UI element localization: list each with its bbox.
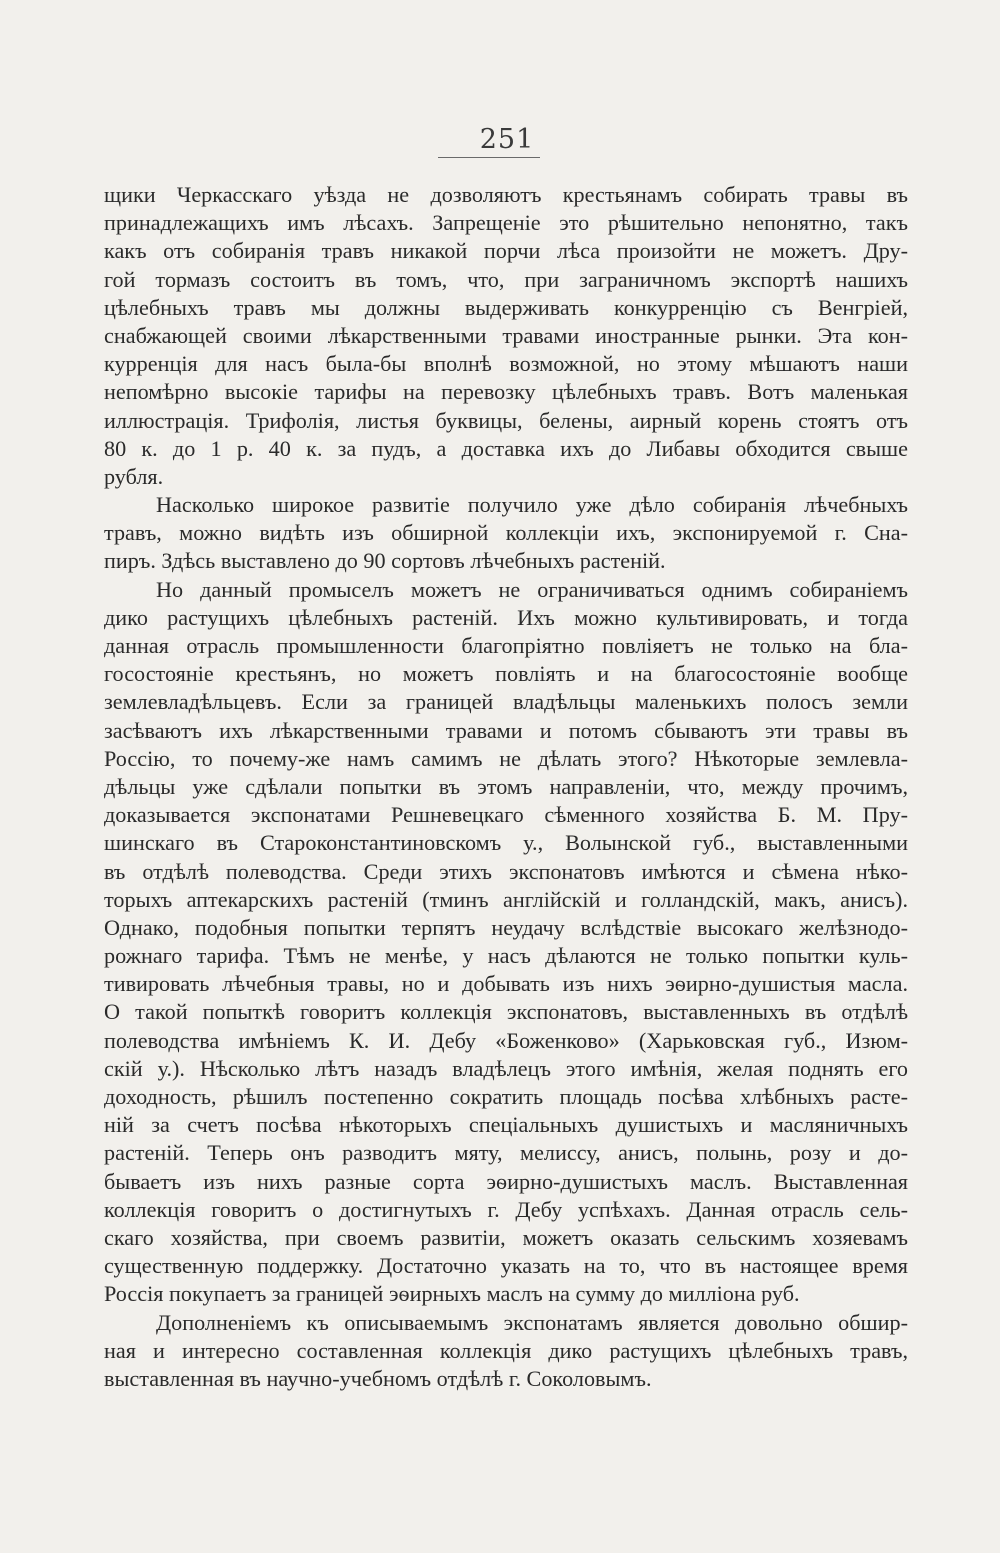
text-line: курренція для насъ была-бы вполнѣ возможной, но этому мѣшаютъ наши	[104, 351, 908, 377]
text-line: существенную поддержку. Достаточно указать на то, что въ настоящее время	[104, 1253, 908, 1279]
text-line: Однако, подобныя попытки терпятъ неудачу вслѣдствіе высокаго желѣзнодо-	[104, 914, 908, 940]
text-line: Россію, то почему-же намъ самимъ не дѣлать этого? Нѣкоторые землевла-	[104, 745, 908, 771]
text-line: гой тормазъ состоитъ въ томъ, что, при заграничномъ экспортѣ нашихъ	[104, 266, 908, 292]
text-line: непомѣрно высокіе тарифы на перевозку цѣлебныхъ травъ. Вотъ маленькая	[104, 379, 908, 405]
text-line: О такой попыткѣ говоритъ коллекція экспонатовъ, выставленныхъ въ отдѣлѣ	[104, 999, 908, 1025]
text-line: Россія покупаетъ за границей эѳирныхъ маслъ на сумму до милліона руб.	[104, 1281, 800, 1307]
text-line: скаго хозяйства, при своемъ развитіи, можетъ оказать сельскимъ хозяевамъ	[104, 1224, 908, 1250]
text-line: бываетъ изъ нихъ разные сорта эѳирно-душистыхъ маслъ. Выставленная	[104, 1168, 908, 1194]
text-line: травъ, можно видѣть изъ обширной коллекціи ихъ, экспонируемой г. Сна-	[104, 520, 908, 546]
text-line: землевладѣльцевъ. Если за границей владѣльцы маленькихъ полосъ земли	[104, 689, 908, 715]
paragraph-3	[104, 576, 908, 1309]
text-line: выставленная въ научно-учебномъ отдѣлѣ г. Соколовымъ.	[104, 1365, 652, 1391]
text-line: госостояніе крестьянъ, но можетъ повлiять и на благосостояніе вообще	[104, 661, 908, 687]
text-line: принадлежащихъ имъ лѣсахъ. Запрещеніе это рѣшительно непонятно, такъ	[104, 210, 908, 236]
text-line: рожнаго тарифа. Тѣмъ не менѣе, у насъ дѣлаются не только попытки куль-	[104, 943, 908, 969]
text-line: иллюстрація. Трифолія, листья буквицы, белены, аирный корень стоятъ отъ	[104, 407, 908, 433]
text-line: Но данный промыселъ можетъ не ограничиваться однимъ собираніемъ	[156, 576, 908, 602]
text-line: 80 к. до 1 р. 40 к. за пудъ, а доставка ихъ до Либавы обходится свыше	[104, 435, 908, 461]
page-number-rule	[438, 157, 540, 158]
text-line: дѣльцы уже сдѣлали попытки въ этомъ направленіи, что, между прочимъ,	[104, 773, 908, 799]
text-line: Насколько широкое развитіе получило уже дѣло собиранія лѣчебныхъ	[156, 492, 908, 518]
text-line: рубля.	[104, 463, 164, 489]
text-line: коллекція говоритъ о достигнутыхъ г. Дебу успѣхахъ. Данная отрасль сель-	[104, 1196, 908, 1222]
text-line: снабжающей своими лѣкарственными травами иностранные рынки. Эта кон-	[104, 322, 908, 348]
text-line: данная отрасль промышленности благопріятно повліяетъ не только на бла-	[104, 633, 908, 658]
text-line: торыхъ аптекарскихъ растеній (тминъ англійскій и голландскій, макъ, анисъ).	[104, 886, 908, 912]
paragraph-2	[104, 491, 908, 576]
text-line: скій у.). Нѣсколько лѣтъ назадъ владѣлецъ этого имѣнія, желая поднять его	[104, 1055, 908, 1081]
text-line: тивировать лѣчебныя травы, но и добывать изъ нихъ эѳирно-душистыя масла.	[104, 971, 908, 997]
body-text	[104, 181, 908, 1393]
text-line: Дополненіемъ къ описываемымъ экспонатамъ является довольно обшир-	[156, 1309, 908, 1335]
text-line: доходность, рѣшилъ постепенно сократить площадь посѣва хлѣбныхъ расте-	[104, 1084, 908, 1109]
text-line: ній за счетъ посѣва нѣкоторыхъ спеціальныхъ душистыхъ и масляничныхъ	[104, 1112, 908, 1138]
text-line: щики Черкасскаго уѣзда не дозволяютъ крестьянамъ собирать травы въ	[104, 182, 908, 207]
text-line: дико растущихъ цѣлебныхъ растеній. Ихъ можно культивировать, и тогда	[104, 604, 908, 630]
text-line: какъ отъ собиранія травъ никакой порчи лѣса произойти не можетъ. Дру-	[104, 238, 908, 264]
text-line: ная и интересно составленная коллекція дико растущихъ цѣлебныхъ травъ,	[104, 1337, 908, 1363]
paragraph-1	[104, 181, 908, 491]
text-line: цѣлебныхъ травъ мы должны выдерживать конкурренцію съ Венгріей,	[104, 294, 908, 320]
paragraph-4	[104, 1309, 908, 1394]
text-line: засѣваютъ ихъ лѣкарственными травами и потомъ сбываютъ эти травы въ	[104, 717, 908, 743]
text-line: доказывается экспонатами Решневецкаго сѣменного хозяйства Б. М. Пру-	[104, 802, 908, 828]
text-line: растеній. Теперь онъ разводитъ мяту, мелиссу, анисъ, полынь, розу и до-	[104, 1140, 908, 1166]
text-line: пиръ. Здѣсь выставлено до 90 сортовъ лѣчебныхъ растеній.	[104, 548, 666, 574]
text-line: шинскаго въ Староконстантиновскомъ у., Волынской губ., выставленными	[104, 830, 908, 856]
page-number: 251	[479, 124, 535, 155]
text-line: полеводства имѣніемъ К. И. Дебу «Боженково» (Харьковская губ., Изюм-	[104, 1027, 908, 1053]
text-line: въ отдѣлѣ полеводства. Среди этихъ экспонатовъ имѣются и сѣмена нѣко-	[104, 858, 908, 884]
